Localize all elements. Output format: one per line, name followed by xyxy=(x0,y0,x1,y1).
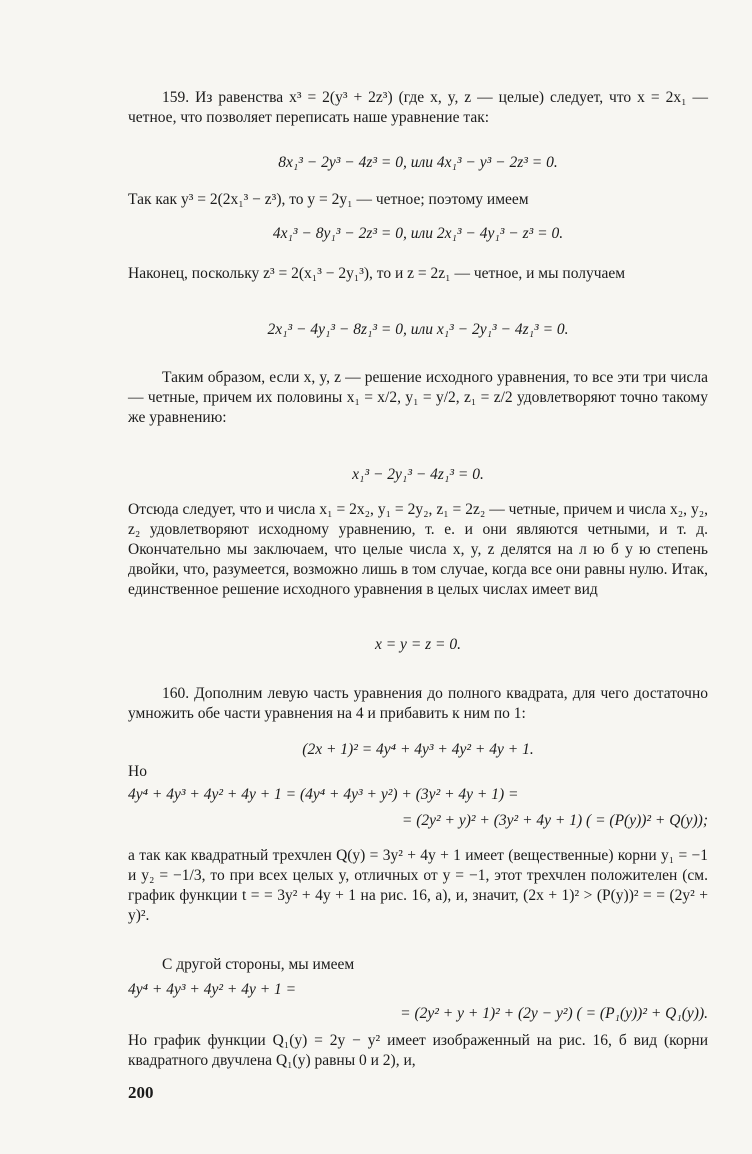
equation-159-3: 2x₁³ − 4y₁³ − 8z₁³ = 0, или x₁³ − 2y₁³ − 4z₁³ = 0. xyxy=(267,321,569,338)
equation-159-1: 8x₁³ − 2y³ − 4z³ = 0, или 4x₁³ − y³ − 2z³ = 0. xyxy=(278,154,558,171)
problem-160-intro: 160. Дополним левую часть уравнения до полного квадрата, для чего достаточно умножить обе части уравнения на 4 и прибавить к ним по 1: xyxy=(128,685,708,722)
equation-160-3a: 4y⁴ + 4y³ + 4y² + 4y + 1 = xyxy=(128,981,297,998)
equation-159-2: 4x₁³ − 8y₁³ − 2z³ = 0, или 2x₁³ − 4y₁³ − z³ = 0. xyxy=(272,225,564,242)
problem-160-other-side: С другой стороны, мы имеем xyxy=(162,956,355,973)
equation-160-2b: = (2y² + y)² + (3y² + 4y + 1) ( = (P(y))² + Q(y)); xyxy=(401,812,708,829)
equation-159-5: x = y = z = 0. xyxy=(374,636,462,653)
problem-159-intro: 159. Из равенства x³ = 2(y³ + 2z³) (где x, y, z — целые) следует, что x = 2x₁ — четное, что позволяет переписать наше уравнение так: xyxy=(128,89,708,126)
word-no: Но xyxy=(128,763,147,780)
problem-159-step-y: Так как y³ = 2(2x₁³ − z³), то y = 2y₁ — четное; поэтому имеем xyxy=(128,191,529,208)
equation-160-3b: = (2y² + y + 1)² + (2y − y²) ( = (P₁(y))² + Q₁(y)). xyxy=(400,1005,708,1022)
equation-159-4: x₁³ − 2y₁³ − 4z₁³ = 0. xyxy=(352,466,484,483)
problem-159-step-z: Наконец, поскольку z³ = 2(x₁³ − 2y₁³), то и z = 2z₁ — четное, и мы получаем xyxy=(128,265,626,282)
equation-160-1: (2x + 1)² = 4y⁴ + 4y³ + 4y² + 4y + 1. xyxy=(302,741,534,758)
equation-160-2a: 4y⁴ + 4y³ + 4y² + 4y + 1 = (4y⁴ + 4y³ + y²) + (3y² + 4y + 1) = xyxy=(128,786,519,803)
problem-159-halves: Таким образом, если x, y, z — решение исходного уравнения, то все эти три числа — четные, причем их половины x₁ = x/2, y₁ = y/2, z₁ = z/2 удовлетворяют точно такому же уравнению: xyxy=(128,369,708,426)
problem-160-graph: Но график функции Q₁(y) = 2y − y² имеет изображенный на рис. 16, б вид (корни квадратного двучлена Q₁(y) равны 0 и 2), и, xyxy=(128,1032,708,1069)
page-number: 200 xyxy=(128,1083,154,1102)
problem-159-conclusion: Отсюда следует, что и числа x₁ = 2x₂, y₁ = 2y₂, z₁ = 2z₂ — четные, причем и числа x₂, y₂, z₂ удовлетворяют исходному уравнению, т. е. и они являются четными, и т. д. Окончательно мы заключаем, что целые числа x, y, z делятся на л ю б у ю степень двойки, что, разумеется, возможно лишь в том случае, когда все они равны нулю. Итак, единственное решение исходного уравнения в целых числах имеет вид xyxy=(128,501,708,598)
problem-160-quadratic: а так как квадратный трехчлен Q(y) = 3y² + 4y + 1 имеет (вещественные) корни y₁ = −1 и y₂ = −1/3, то при всех целых y, отличных от y = −1, этот трехчлен положителен (см. график функции t = = 3y² + 4y + 1 на рис. 16, а), и, значит, (2x + 1)² > (P(y))² = = (2y² + y)². xyxy=(128,847,708,924)
